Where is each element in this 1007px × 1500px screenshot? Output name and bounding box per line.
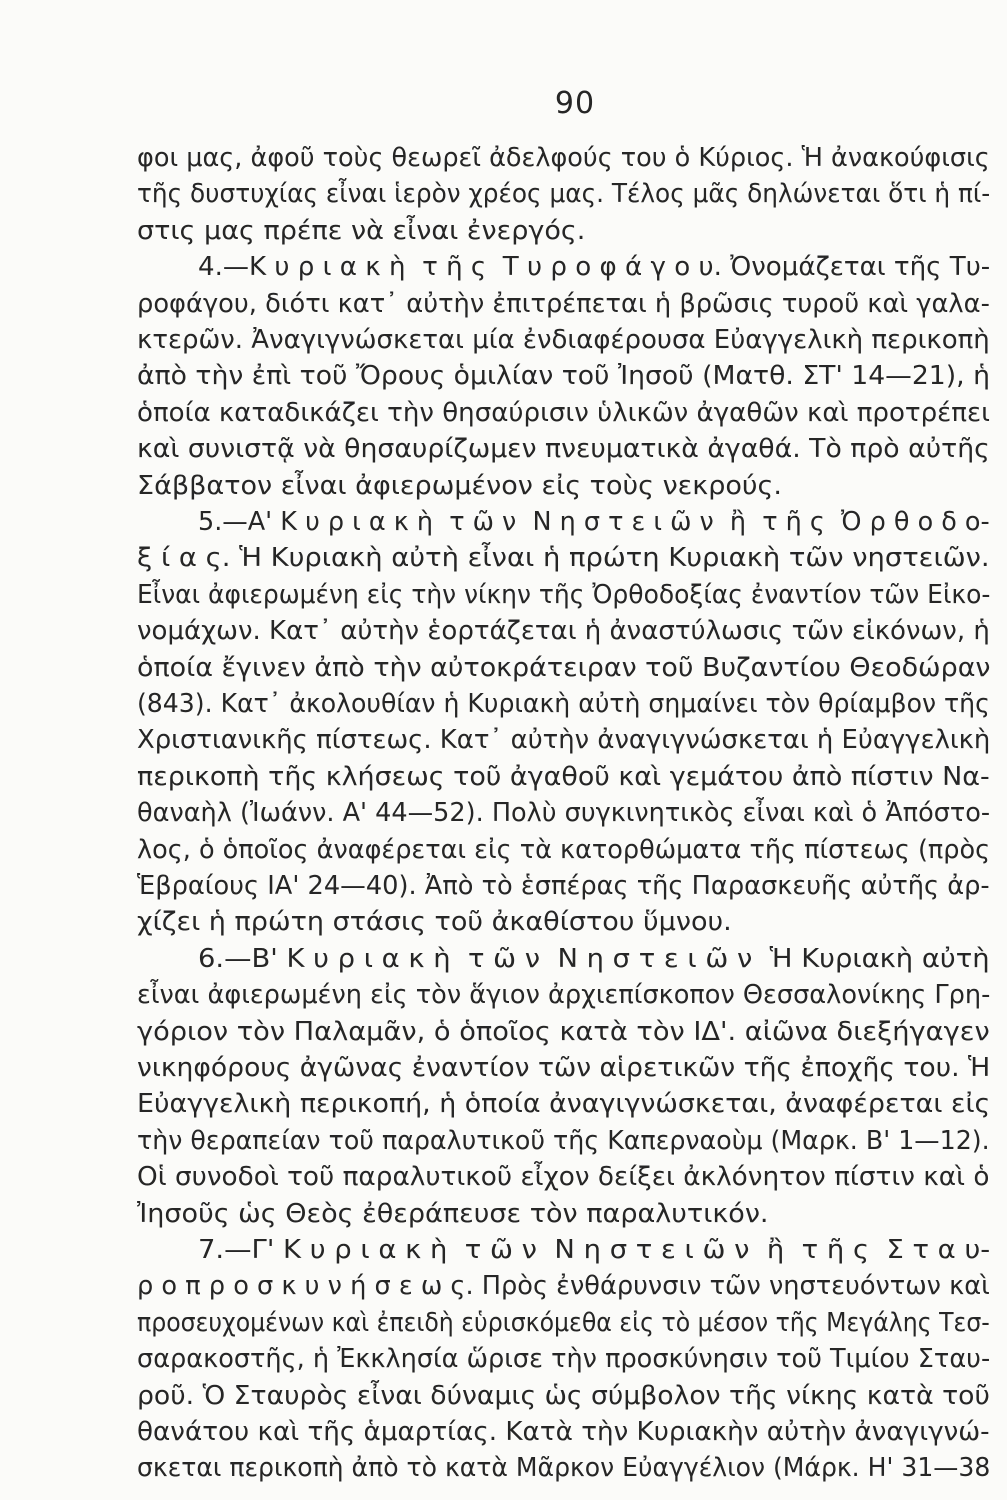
- text-line: Σάββατον εἶναι ἀφιερωμένον εἰς τοὺς νεκρούς.: [137, 471, 783, 501]
- text-line: εἶναι ἀφιερωμένη εἰς τὸν ἅγιον ἀρχιεπίσκοπον Θεσσαλονίκης Γρη-: [137, 980, 991, 1010]
- text-line: λος, ὁ ὁποῖος ἀναφέρεται εἰς τὰ κατορθώματα τῆς πίστεως (πρὸς: [137, 835, 991, 865]
- text-line: γόριον τὸν Παλαμᾶν, ὁ ὁποῖος κατὰ τὸν ΙΔ'. αἰῶνα διεξήγαγεν: [137, 1017, 990, 1047]
- text-line: ὁποία ἔγινεν ἀπὸ τὴν αὐτοκράτειραν τοῦ Βυζαντίου Θεοδώραν: [137, 653, 991, 683]
- text-line: 4.—Κ υ ρ ι α κ ὴ τ ῆ ς Τ υ ρ ο φ ά γ ο υ. Ὀνομάζεται τῆς Τυ-: [198, 252, 991, 282]
- text-line: περικοπὴ τῆς κλήσεως τοῦ ἀγαθοῦ καὶ γεμάτου ἀπὸ πίστιν Να-: [137, 762, 990, 792]
- text-line: θανάτου καὶ τῆς ἁμαρτίας. Κατὰ τὴν Κυριακὴν αὐτὴν ἀναγιγνώ-: [137, 1417, 990, 1447]
- text-line: καὶ συνιστᾷ νὰ θησαυρίζωμεν πνευματικὰ ἀγαθά. Τὸ πρὸ αὐτῆς: [137, 434, 990, 464]
- text-line: ροφάγου, διότι κατ᾽ αὐτὴν ἐπιτρέπεται ἡ βρῶσις τυροῦ καὶ γαλα-: [137, 289, 990, 319]
- text-line: νομάχων. Κατ᾽ αὐτὴν ἑορτάζεται ἡ ἀναστύλωσις τῶν εἰκόνων, ἡ: [137, 616, 990, 646]
- text-line: Ἰησοῦς ὡς Θεὸς ἐθεράπευσε τὸν παραλυτικόν.: [137, 1199, 769, 1229]
- text-line: 7.—Γ' Κ υ ρ ι α κ ὴ τ ῶ ν Ν η σ τ ε ι ῶ ν ἢ τ ῆ ς Σ τ α υ-: [198, 1235, 991, 1265]
- text-line: (843). Κατ᾽ ἀκολουθίαν ἡ Κυριακὴ αὐτὴ σημαίνει τὸν θρίαμβον τῆς: [137, 689, 990, 719]
- text-line: φοι μας, ἀφοῦ τοὺς θεωρεῖ ἀδελφούς του ὁ Κύριος. Ἡ ἀνακούφισις: [137, 143, 990, 173]
- text-line: τὴν θεραπείαν τοῦ παραλυτικοῦ τῆς Καπερναοὺμ (Μαρκ. Β' 1—12).: [137, 1126, 990, 1156]
- text-line: χίζει ἡ πρώτη στάσις τοῦ ἀκαθίστου ὕμνου.: [137, 907, 732, 937]
- text-line: ξ ί α ς. Ἡ Κυριακὴ αὐτὴ εἶναι ἡ πρώτη Κυριακὴ τῶν νηστειῶν.: [137, 543, 990, 573]
- text-line: στις μας πρέπε νὰ εἶναι ἐνεργός.: [137, 216, 586, 246]
- text-line: ὁποία καταδικάζει τὴν θησαύρισιν ὑλικῶν ἀγαθῶν καὶ προτρέπει: [137, 398, 990, 428]
- text-line: θαναὴλ (Ἰωάνν. Α' 44—52). Πολὺ συγκινητικὸς εἶναι καὶ ὁ Ἀπόστο-: [137, 798, 991, 828]
- text-line: 6.—Β' Κ υ ρ ι α κ ὴ τ ῶ ν Ν η σ τ ε ι ῶ ν Ἡ Κυριακὴ αὐτὴ: [198, 944, 990, 974]
- text-line: σαρακοστῆς, ἡ Ἐκκλησία ὥρισε τὴν προσκύνησιν τοῦ Τιμίου Σταυ-: [137, 1344, 991, 1374]
- text-line: τῆς δυστυχίας εἶναι ἱερὸν χρέος μας. Τέλος μᾶς δηλώνεται ὅτι ἡ πί-: [137, 179, 991, 209]
- text-line: κτερῶν. Ἀναγιγνώσκεται μία ἐνδιαφέρουσα Εὐαγγελικὴ περικοπὴ: [137, 325, 990, 355]
- text-line: νικηφόρους ἀγῶνας ἐναντίον τῶν αἱρετικῶν τῆς ἐποχῆς του. Ἡ: [137, 1053, 991, 1083]
- text-line: Οἱ συνοδοὶ τοῦ παραλυτικοῦ εἶχον δείξει ἀκλόνητον πίστιν καὶ ὁ: [137, 1162, 990, 1192]
- text-line: Εὐαγγελικὴ περικοπή, ἡ ὁποία ἀναγιγνώσκεται, ἀναφέρεται εἰς: [137, 1089, 991, 1119]
- page-number: 90: [554, 86, 596, 121]
- text-line: ἀπὸ τὴν ἐπὶ τοῦ Ὄρους ὁμιλίαν τοῦ Ἰησοῦ (Ματθ. ΣΤ' 14—21), ἡ: [137, 361, 990, 391]
- text-line: προσευχομένων καὶ ἐπειδὴ εὑρισκόμεθα εἰς τὸ μέσον τῆς Μεγάλης Τεσ-: [137, 1308, 990, 1338]
- text-line: Ἑβραίους ΙΑ' 24—40). Ἀπὸ τὸ ἑσπέρας τῆς Παρασκευῆς αὐτῆς ἀρ-: [137, 871, 990, 901]
- text-line: ρ ο π ρ ο σ κ υ ν ή σ ε ω ς. Πρὸς ἐνθάρυνσιν τῶν νηστευόντων καὶ: [137, 1271, 990, 1301]
- text-line: 5.—Α' Κ υ ρ ι α κ ὴ τ ῶ ν Ν η σ τ ε ι ῶ ν ἢ τ ῆ ς Ὀ ρ θ ο δ ο-: [198, 507, 990, 537]
- text-line: σκεται περικοπὴ ἀπὸ τὸ κατὰ Μᾶρκον Εὐαγγέλιον (Μάρκ. Η' 31—38: [137, 1453, 991, 1483]
- text-line: Χριστιανικῆς πίστεως. Κατ᾽ αὐτὴν ἀναγιγνώσκεται ἡ Εὐαγγελικὴ: [137, 725, 991, 755]
- text-line: ροῦ. Ὁ Σταυρὸς εἶναι δύναμις ὡς σύμβολον τῆς νίκης κατὰ τοῦ: [137, 1381, 990, 1411]
- text-line: Εἶναι ἀφιερωμένη εἰς τὴν νίκην τῆς Ὀρθοδοξίας ἐναντίον τῶν Εἰκο-: [137, 580, 991, 610]
